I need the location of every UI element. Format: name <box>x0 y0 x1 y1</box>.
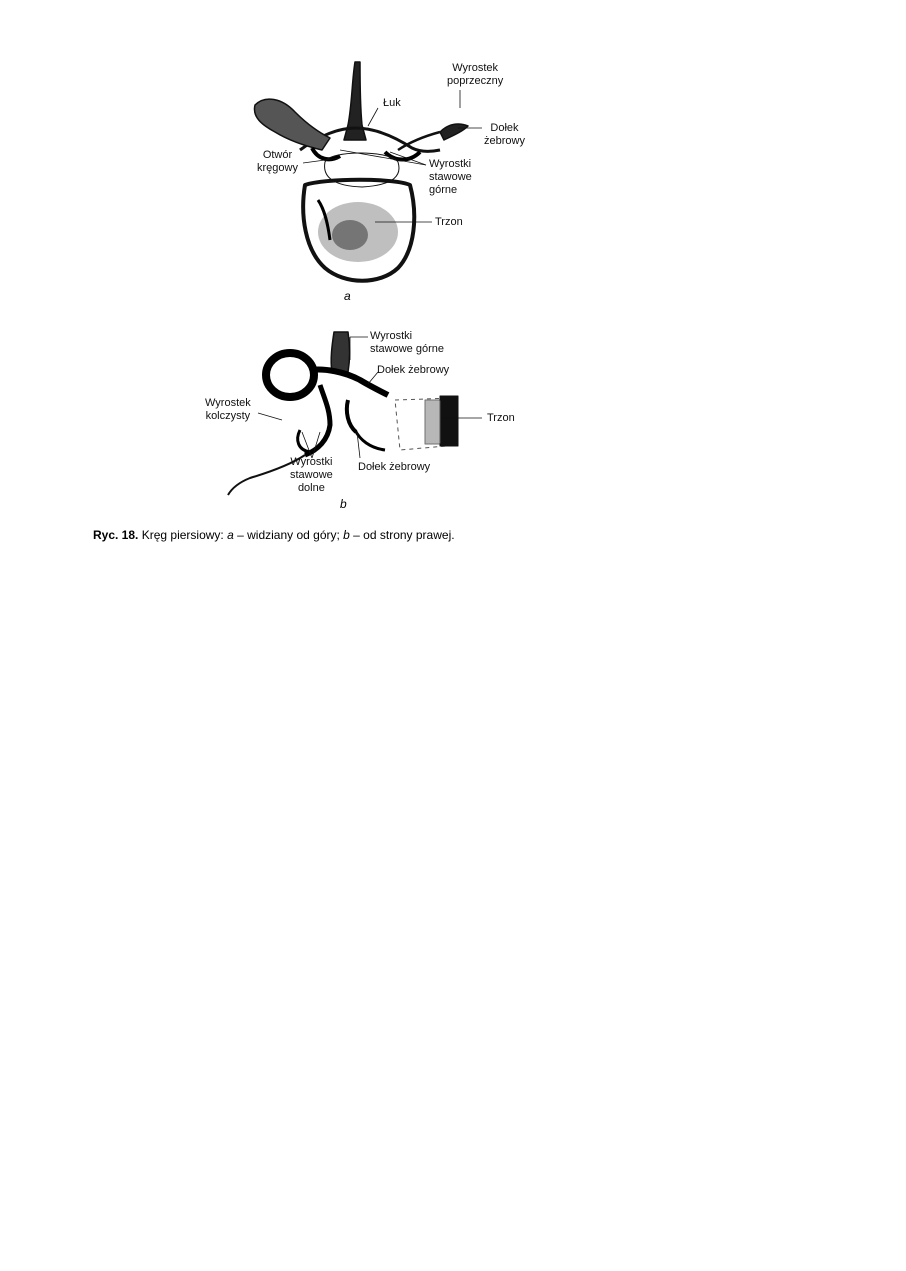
right-transverse-process-shape <box>440 124 468 140</box>
label-line: stawowe <box>429 171 472 183</box>
costal-facet-bottom-shape <box>355 430 385 450</box>
label-line: żebrowy <box>484 135 525 147</box>
label-line: kręgowy <box>257 162 298 174</box>
lamina-shape <box>305 385 330 455</box>
caption-letter-b: b <box>343 528 350 542</box>
label-line: Wyrostki <box>290 456 333 468</box>
label-wyrostki-stawowe-dolne <box>290 456 333 495</box>
left-articular-shape <box>312 148 340 159</box>
label-wyrostek-kolczysty <box>205 397 251 423</box>
transverse-process-ring <box>266 353 314 397</box>
superior-articular-shape-b <box>331 332 349 372</box>
label-dolek-zebrowy-b-bottom: Dołek żebrowy <box>358 461 431 473</box>
label-line: dolne <box>297 482 325 494</box>
label-line: Wyrostki <box>370 330 413 342</box>
label-line: Wyrostek <box>452 62 498 74</box>
label-line: Wyrostki <box>429 158 472 170</box>
label-dolek-zebrowy-a <box>484 122 525 148</box>
figure-a-letter: a <box>344 289 351 303</box>
label-line: górne <box>429 184 458 196</box>
label-line: Otwór <box>262 149 293 161</box>
caption-letter-a: a <box>227 528 234 542</box>
label-otwor-kregowy <box>257 149 298 175</box>
figure-b-letter: b <box>340 497 347 511</box>
label-dolek-zebrowy-b-top: Dołek żebrowy <box>377 364 450 376</box>
body-edge-shade <box>425 400 441 444</box>
label-line: stawowe <box>290 469 333 481</box>
body-edge-dark <box>440 396 458 446</box>
label-trzon-a: Trzon <box>435 216 463 228</box>
right-lamina-shape <box>398 132 440 150</box>
caption-number: Ryc. 18. <box>93 528 139 542</box>
caption-text-2: – widziany od góry; <box>233 528 344 542</box>
left-transverse-process-shape <box>254 99 330 150</box>
inferior-notch-shape <box>347 400 356 432</box>
label-line: poprzeczny <box>447 75 504 87</box>
figure-caption <box>93 528 455 542</box>
body-shading-dark <box>332 220 368 250</box>
label-wyrostki-stawowe-gorne-a <box>429 158 472 197</box>
label-wyrostki-stawowe-gorne-b <box>370 330 444 356</box>
label-line: kolczysty <box>205 410 251 422</box>
label-luk: Łuk <box>383 97 401 109</box>
label-line: Dołek <box>490 122 519 134</box>
label-wyrostek-poprzeczny <box>447 62 503 88</box>
caption-text-1: Kręg piersiowy: <box>138 528 228 542</box>
label-trzon-b: Trzon <box>487 412 515 424</box>
label-line: Wyrostek <box>205 397 251 409</box>
caption-text-3: – od strony prawej. <box>349 528 455 542</box>
label-line: stawowe górne <box>370 343 444 355</box>
